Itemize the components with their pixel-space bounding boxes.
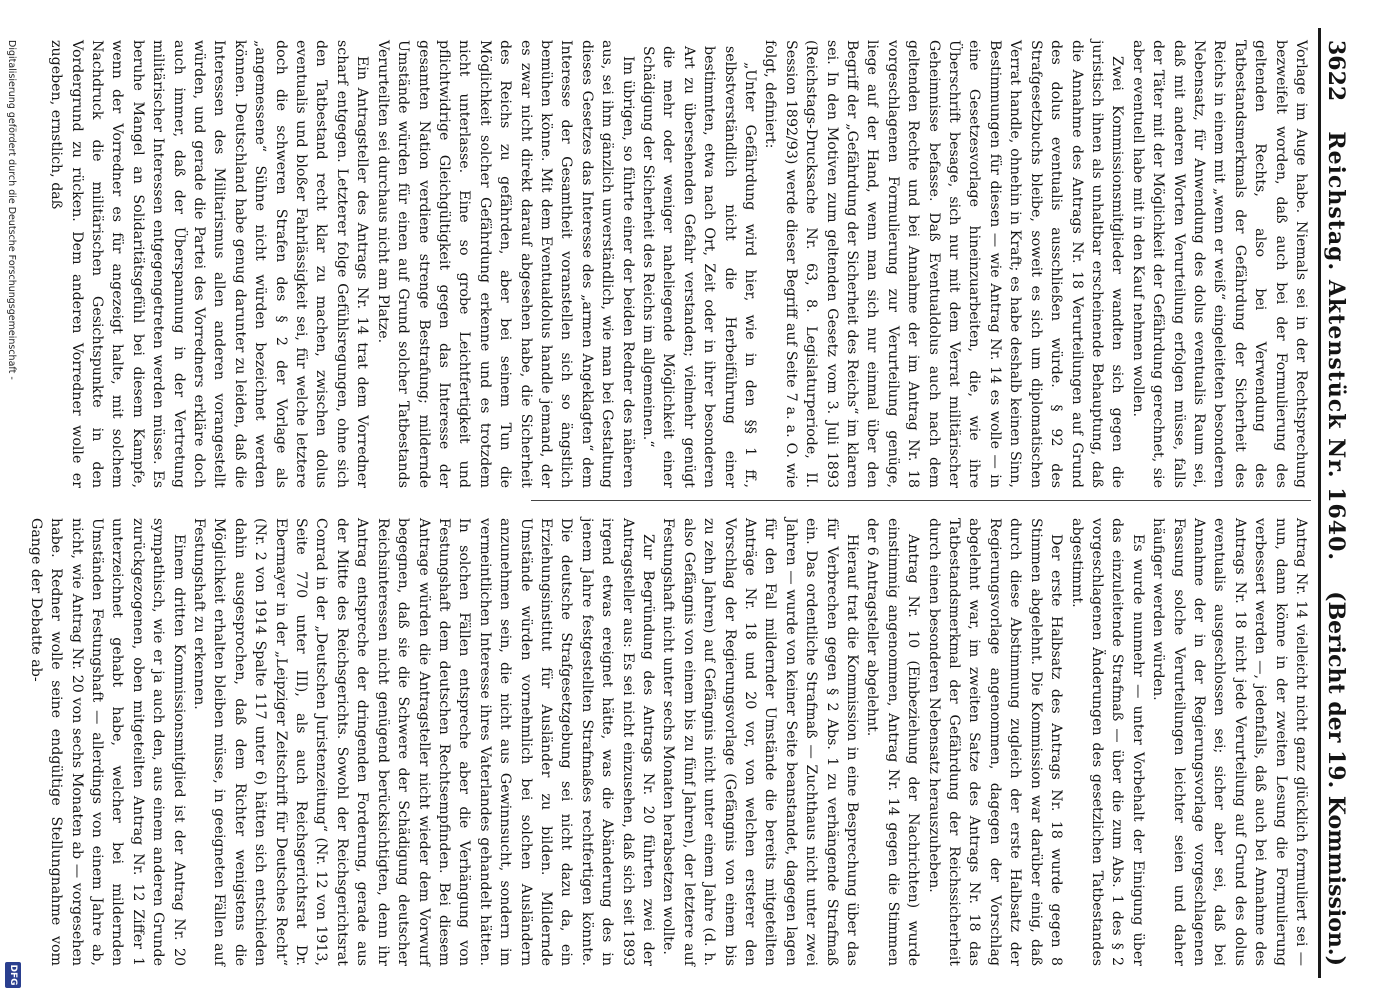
credit-text: Digitalisierung gefördert durch die Deutsche Forschungsgemeinschaft - — [6, 40, 17, 380]
dfg-logo: DFG — [5, 962, 21, 988]
paragraph: Es wurde nunmehr — unter Vorbehalt der Einigung über das einzuleitende Strafmaß — über die zum Abs. 1 des § 2 vorgeschlagenen Änderungen des gesetzlichen Tatbestandes abgestimmt. — [1068, 518, 1146, 966]
paragraph: Ein Antragsteller des Antrags Nr. 14 trat dem Vorredner scharf entgegen. Letzterer folge Gefühlsregungen, ohne sich den Tatbestand recht klar zu machen, zwischen dolus eventualis und bloßer Fahrlässigkeit sei, für welche letztere doch die schweren Strafen des § 2 der Vorlage als „angemessene“ Sühne nicht würden bezeichnet werden können. Deutschland habe genug darunter zu leiden, daß die Interessen des Militarismus allen anderen vorangestellt würden, und gerade die Partei des Vorredners erkläre doch auch immer, daß der Überspannung in der Vertretung militärischer Interessen entgegengetreten werden müsse. Es beruhe Mangel an Solidaritätsgefühl bei diesem Kampfe, wenn der Vorredner es für angezeigt halte, mit solchem Nachdruck die militärischen Gesichtspunkte in den Vordergrund zu rücken. Dem anderen Vorredner wolle er zugeben, ernstlich, daß — [48, 40, 371, 488]
header-rule — [1318, 28, 1321, 978]
paragraph: Antrag Nr. 14 vielleicht nicht ganz glücklich formuliert sei — nun, dann könne in der zweiten Lesung die Formulierung verbessert werden —, jedenfalls, daß auch bei Annahme des Antrags Nr. 18 nicht jede Verurteilung auf Grund des dolus eventualis ausgeschlossen sei; sicher aber sei, daß bei Annahme der in der Regierungsvorlage vorgeschlagenen Fassung solche Verurteilungen leichter seien und daher häufiger werden würden. — [1150, 518, 1309, 966]
page-header — [1323, 40, 1367, 966]
page-number: 3622 — [1323, 40, 1349, 102]
right-column — [25, 518, 1311, 966]
paragraph: Zwei Kommissionsmitglieder wandten sich gegen die juristisch ihnen als unhaltbar erscheinende Behauptung, daß die Annahme des Antrags Nr. 18 Verurteilungen auf Grund des dolus eventualis ausschließen würde. § 92 des Strafgesetzbuchs bleibe, soweit es sich um diplomatischen Verrat handle, ohnehin in Kraft; es habe deshalb keinen Sinn, Bestimmungen für diesen — wie Antrag Nr. 14 es wolle — in eine Gesetzesvorlage hineinzuarbeiten, die, wie ihre Überschrift besage, sich nur mit dem Verrat militärischer Geheimnisse befasse. Daß Eventualdolus auch nach dem geltenden Rechte und bei Annahme der im Antrag Nr. 18 vorgeschlagenen Formulierung zur Verurteilung genüge, liege auf der Hand, wenn man sich nur einmal über den Begriff der „Gefährdung der Sicherheit des Reichs“ im klaren sei. In den Motiven zum geltenden Gesetz vom 3. Juli 1893 (Reichstags-Drucksache Nr. 63, 8. Legislaturperiode, II. Session 1892/93) werde dieser Begriff auf Seite 7 a. a. O. wie folgt, definiert: — [762, 40, 1126, 488]
paragraph: Vorlage im Auge habe. Niemals sei in der Rechtsprechung bezweifelt worden, daß auch bei der Formulierung des geltenden Rechts, also bei Verwendung des Tatbestandsmerkmals der Gefährdung der Sicherheit des Reichs in einem mit „wenn er weiß“ eingeleiteten besonderen Nebensatz, für Anwendung des dolus eventualis Raum sei, daß mit anderen Worten Verurteilung erfolgen müsse, falls der Täter mit der Möglichkeit der Gefährdung gerechnet, sie aber eventuell habe mit in den Kauf nehmen wollen. — [1129, 40, 1309, 488]
page-subtitle: (Bericht der 19. Kommission.) — [1323, 591, 1349, 966]
page-title: Reichstag. Aktenstück Nr. 1640. — [1323, 131, 1349, 562]
paragraph: Zur Begründung des Antrags Nr. 20 führten zwei der Antragsteller aus: Es sei nicht einzusehen, daß sich seit 1893 irgend etwas ereignet hätte, was die Abänderung des in jenem Jahre festgestellten Strafmaßes rechtfertigen könnte. Die deutsche Strafgesetzgebung sei nicht dazu da, ein Erziehungsinstitut für Ausländer zu bilden. Mildernde Umstände würden vornehmlich bei solchen Ausländern anzunehmen sein, die nicht aus Gewinnsucht, sondern im vermeintlichen Interesse ihres Vaterlandes gehandelt hätten. In solchen Fällen entspreche aber die Verhängung von Festungshaft dem deutschen Rechtsempfinden. Bei diesem Antrage würden die Antragsteller nicht wieder dem Vorwurf begegnen, daß sie die Schwere der Schädigung deutscher Reichsinteressen nicht genügend berücksichtigten, denn ihr Antrag entspreche der dringenden Forderung, gerade aus der Mitte des Reichsgerichts. Sowohl der Reichsgerichtsrat Conrad in der „Deutschen Juristenzeitung“ (Nr. 12 von 1913, Seite 770 unter III), als auch Reichsgerichtsrat Dr. Ebermayer in der „Leipziger Zeitschrift für Deutsches Recht“ (Nr. 2 von 1914 Spalte 117 unter 6) hätten sich entschieden dahin ausgesprochen, daß dem Richter wenigstens die Möglichkeit erhalten bleiben müsse, in geeigneten Fällen auf Festungshaft zu erkennen. — [191, 518, 656, 966]
paragraph: Im übrigen, so führte einer der beiden Redner des näheren aus, sei ihm gänzlich unverständlich, wie man bei Gestaltung dieses Gesetzes das Interesse des „armen Angeklagten“ dem Interesse der Gesamtheit voranstellen sich so ängstlich bemühen könne. Mit dem Eventualdolus handle jemand, der es zwar nicht direkt darauf abgesehen habe, die Sicherheit des Reichs zu gefährden, aber bei seinem Tun die Möglichkeit solcher Gefährdung erkenne und es trotzdem nicht unterlasse. Eine so grobe Leichtfertigkeit und pflichtwidrige Gleichgültigkeit gegen das Interesse der gesamten Nation verdiene strenge Bestrafung; mildernde Umstände würden für einen auf Grund solcher Tatbestands Verurteilten sei durchaus nicht am Platze. — [374, 40, 636, 488]
quote-paragraph: „Unter Gefährdung wird hier, wie in den §§ 1 ff., selbstverständlich nicht die Herbeiführung einer bestimmten, etwa nach Ort, Zeit oder in ihrer besonderen Art zu übersehenden Gefahr verstanden; vielmehr genügt die mehr oder weniger naheliegende Möglichkeit einer Schädigung der Sicherheit des Reichs im allgemeinen.“ — [640, 46, 759, 488]
digitization-credit — [3, 0, 17, 1000]
paragraph: Hierauf trat die Kommission in eine Besprechung über das für Verbrechen gegen § 2 Abs. 1 zu verhängende Strafmaß ein. Das ordentliche Strafmaß — Zuchthaus nicht unter zwei Jahren — wurde von keiner Seite beanstandet, dagegen lagen für den Fall mildernder Umstände die bereits mitgeteilten Anträge Nr. 18 und 20 vor, von welchen ersterer den Vorschlag der Regierungsvorlage (Gefängnis von einem bis zu zehn Jahren) auf Gefängnis nicht unter einem Jahre (d. h. also Gefängnis von einem bis zu fünf Jahren), der letztere auf Festungshaft nicht unter sechs Monaten herabsetzen wollte. — [660, 518, 861, 966]
paragraph: Antrag Nr. 10 (Einbeziehung der Nachrichten) wurde einstimmig angenommen, Antrag Nr. 14 gegen die Stimmen der 6 Antragsteller abgelehnt. — [864, 518, 922, 966]
column-divider — [531, 500, 1311, 501]
paragraph: Einem dritten Kommissionsmitglied ist der Antrag Nr. 20 sympathisch, wie er ja auch den, aus einem anderen Grunde zurückgezogenen, oben mitgeteilten Antrag Nr. 12 Ziffer 1 unterzeichnet gehabt habe, welcher bei mildernden Umständen Festungshaft — allerdings von einem Jahre ab, nicht, wie Antrag Nr. 20 von sechs Monaten ab — vorgesehen habe. Redner wolle seine endgültige Stellungnahme vom Gange der Debatte ab- — [27, 518, 187, 966]
paragraph: Der erste Halbsatz des Antrags Nr. 18 wurde gegen 8 Stimmen abgelehnt. Die Kommission war darüber einig, daß durch diese Abstimmung zugleich der erste Halbsatz der Regierungsvorlage angenommen, dagegen der Vorschlag abgelehnt war, im zweiten Satze des Antrags Nr. 18 das Tatbestandsmerkmal der Gefährdung der Reichssicherheit durch einen besonderen Nebensatz herauszuheben. — [925, 518, 1065, 966]
left-column — [46, 40, 1311, 488]
